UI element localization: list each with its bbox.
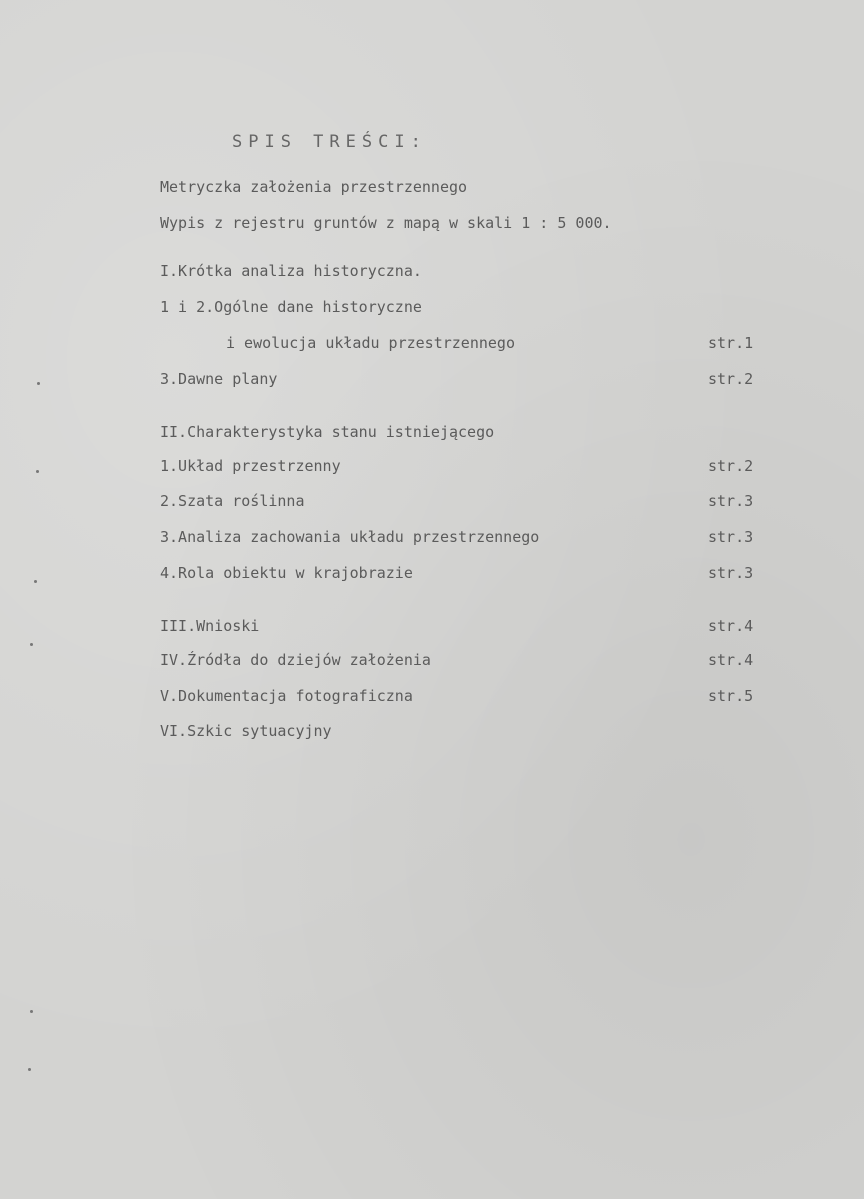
paper-speck	[30, 1010, 33, 1013]
toc-entry-text: III.Wnioski	[160, 617, 260, 635]
header-line-text: Wypis z rejestru gruntów z mapą w skali 1 : 5 000.	[160, 214, 612, 232]
paper-speck	[30, 643, 33, 646]
toc-entry-text: V.Dokumentacja fotograficzna	[160, 687, 413, 705]
toc-page-ref: str.4	[708, 617, 754, 635]
toc-entry-text: 4.Rola obiektu w krajobrazie	[160, 564, 413, 582]
toc-entry	[160, 651, 780, 673]
toc-entry	[160, 370, 780, 392]
toc-entry-text: IV.Źródła do dziejów założenia	[160, 651, 431, 669]
toc-page-ref: str.3	[708, 528, 754, 546]
toc-entry-text: 1 i 2.Ogólne dane historyczne	[160, 298, 422, 316]
paper-speck	[37, 382, 40, 385]
toc-entry	[160, 334, 780, 356]
toc-entry	[160, 298, 780, 320]
toc-entry	[160, 722, 780, 744]
toc-entry-text: 2.Szata roślinna	[160, 492, 305, 510]
header-line	[160, 178, 780, 200]
toc-page-ref: str.1	[708, 334, 754, 352]
page-title: SPIS TREŚCI:	[232, 132, 427, 152]
section-heading	[160, 423, 780, 445]
section-heading	[160, 262, 780, 284]
section-heading-text: I.Krótka analiza historyczna.	[160, 262, 422, 280]
header-line-text: Metryczka założenia przestrzennego	[160, 178, 468, 196]
toc-page-ref: str.5	[708, 687, 754, 705]
toc-entry-text: 3.Dawne plany	[160, 370, 278, 388]
toc-page-ref: str.2	[708, 457, 754, 475]
toc-page-ref: str.4	[708, 651, 754, 669]
toc-page-ref: str.3	[708, 564, 754, 582]
toc-entry	[160, 457, 780, 479]
toc-entry	[160, 528, 780, 550]
toc-page-ref: str.3	[708, 492, 754, 510]
toc-entry	[160, 564, 780, 586]
toc-entry	[160, 687, 780, 709]
paper-speck	[34, 580, 37, 583]
header-line	[160, 214, 780, 236]
toc-page-ref: str.2	[708, 370, 754, 388]
toc-entry-text: 3.Analiza zachowania układu przestrzennego	[160, 528, 540, 546]
section-heading-text: II.Charakterystyka stanu istniejącego	[160, 423, 495, 441]
toc-entry-text: VI.Szkic sytuacyjny	[160, 722, 332, 740]
toc-entry	[160, 492, 780, 514]
toc-entry	[160, 617, 780, 639]
toc-entry-text: 1.Układ przestrzenny	[160, 457, 341, 475]
paper-speck	[36, 470, 39, 473]
toc-entry-text: i ewolucja układu przestrzennego	[226, 334, 515, 352]
paper-speck	[28, 1068, 31, 1071]
